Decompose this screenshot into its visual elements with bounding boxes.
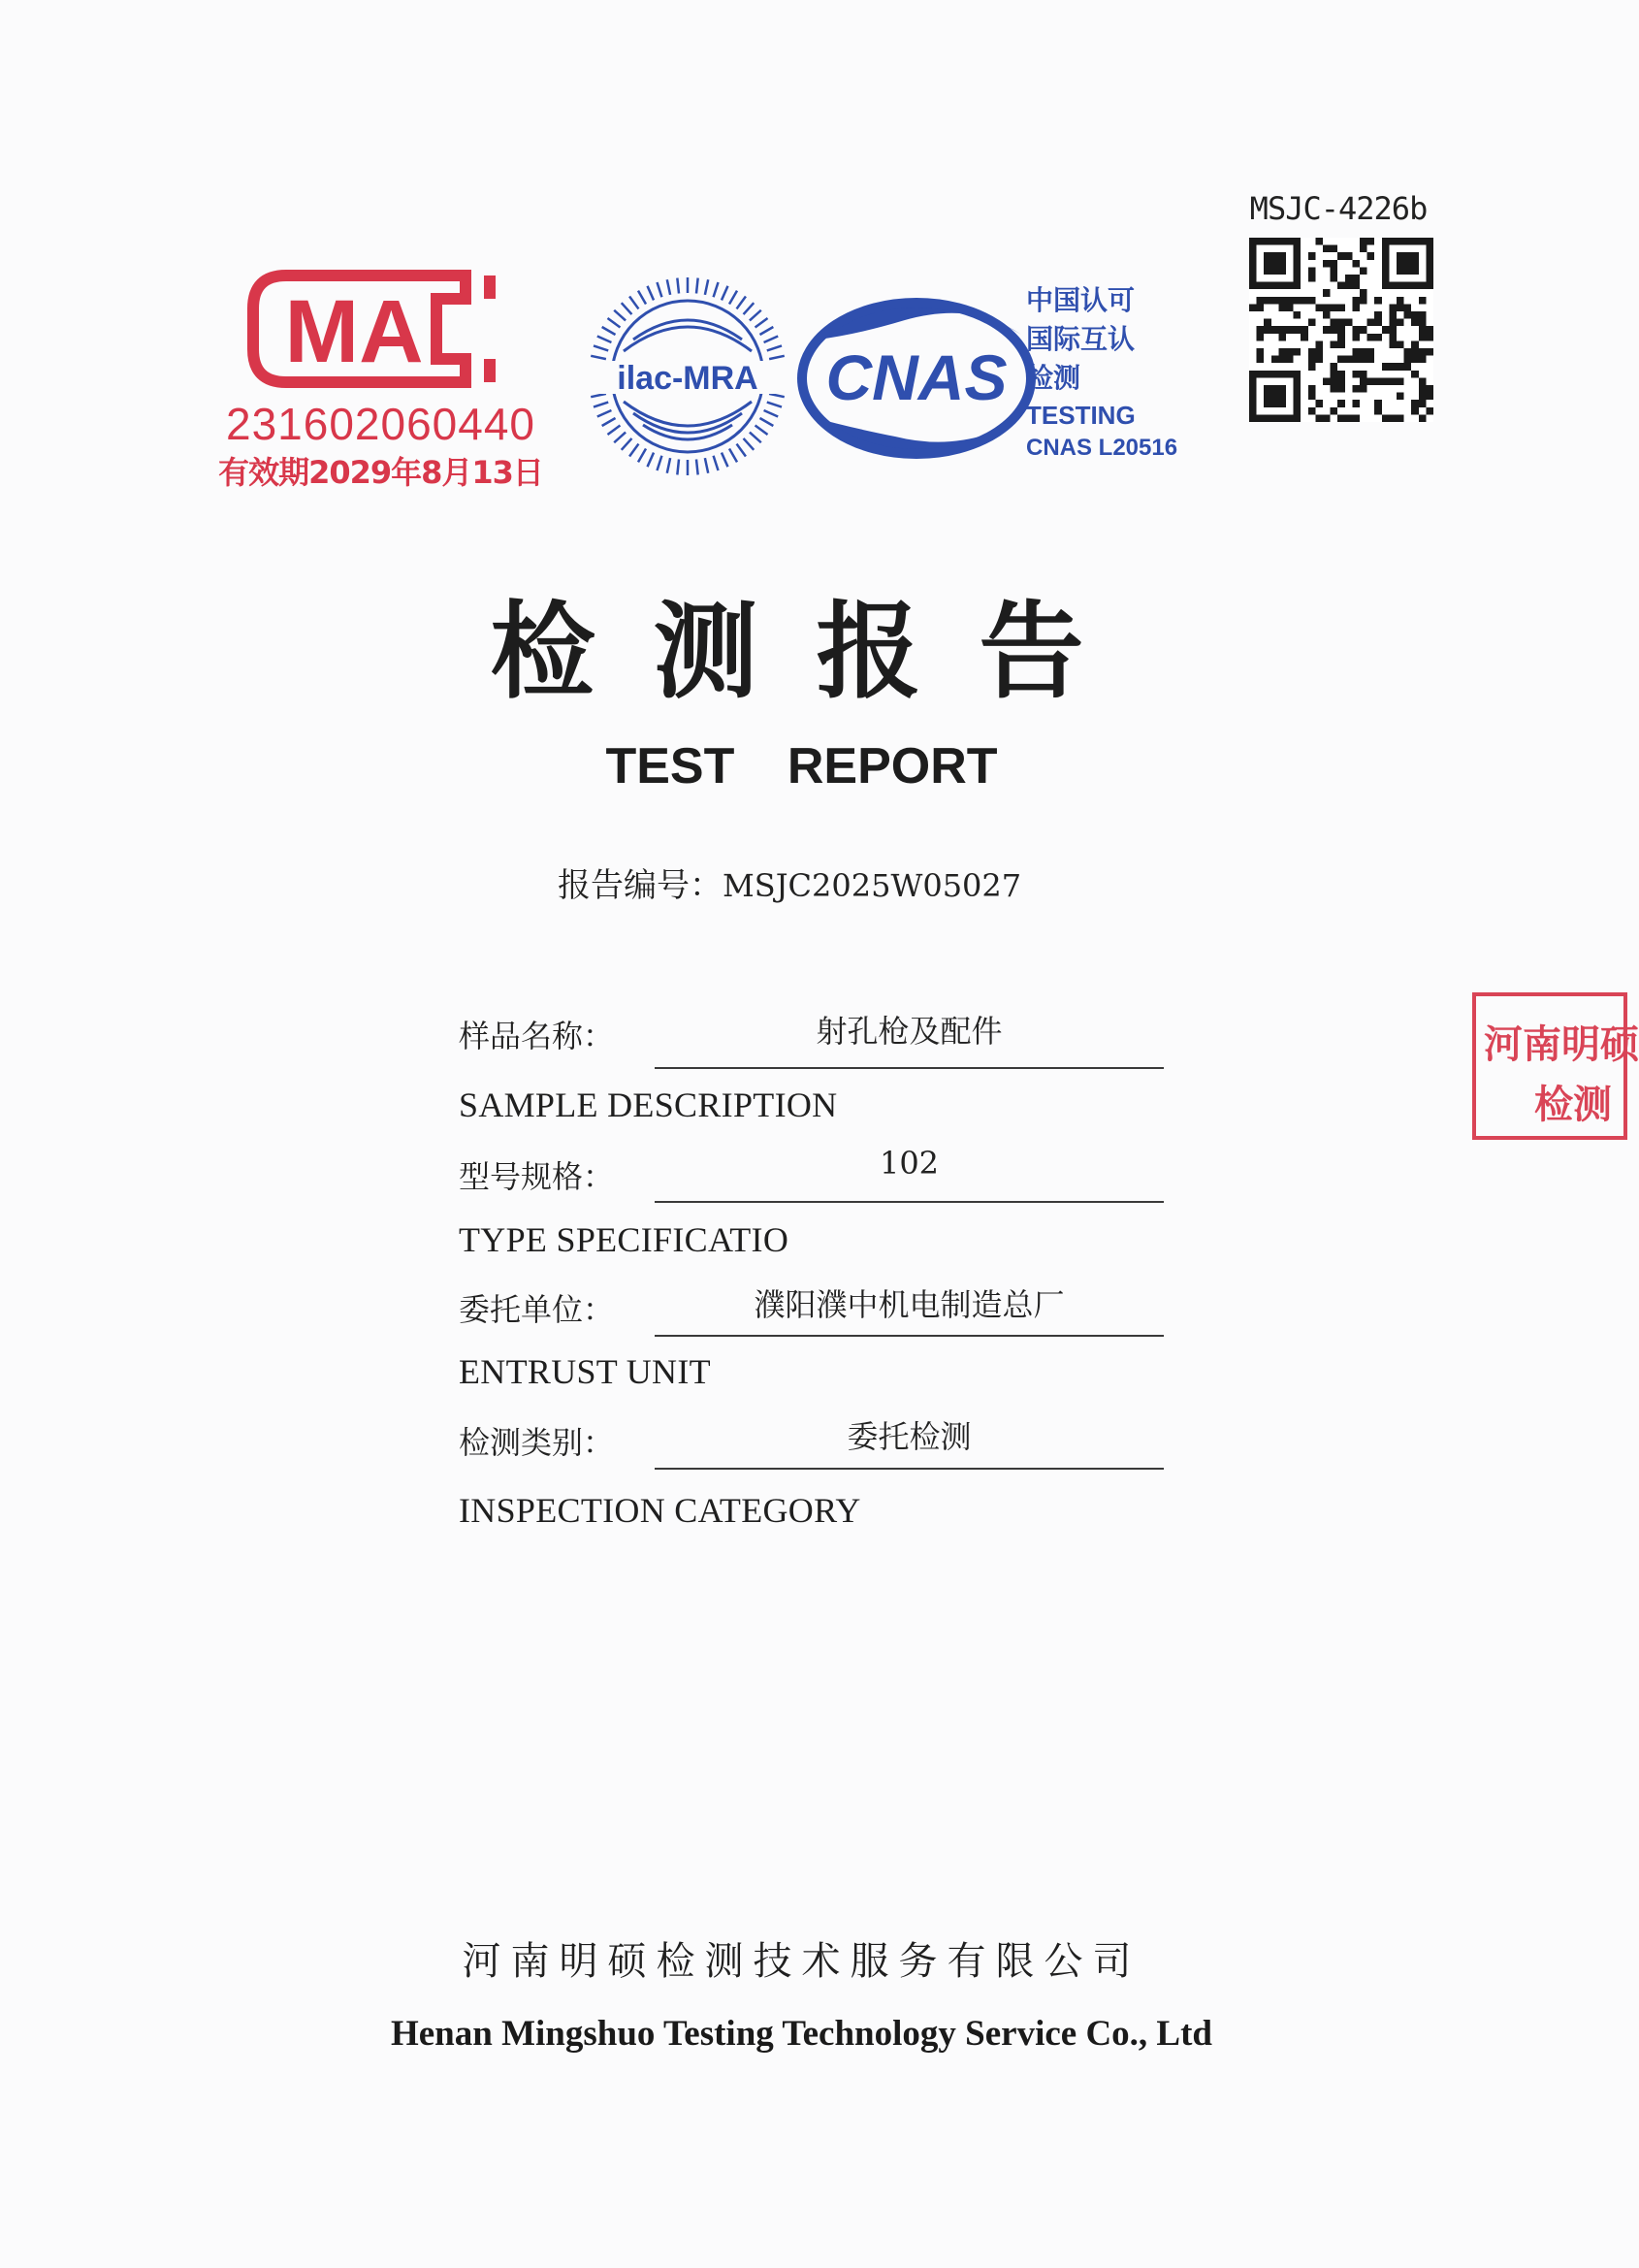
inspection-category-en-label: INSPECTION CATEGORY bbox=[459, 1491, 861, 1530]
inspection-category-label: 检测类别： bbox=[459, 1424, 615, 1461]
sample-name-underline bbox=[655, 1067, 1164, 1069]
company-seal-stamp bbox=[1472, 992, 1639, 1140]
type-spec-value: 102 bbox=[879, 1145, 940, 1182]
report-number bbox=[558, 859, 1021, 906]
type-spec-underline bbox=[655, 1201, 1164, 1203]
ilac-mra-text: ilac-MRA bbox=[617, 360, 758, 397]
entrust-unit-value: 濮阳濮中机电制造总厂 bbox=[754, 1286, 1065, 1323]
sample-name-value: 射孔枪及配件 bbox=[816, 1013, 1003, 1050]
cnas-accreditation-text bbox=[1026, 281, 1181, 464]
cma-logo bbox=[247, 270, 501, 388]
cma-logo-text: MA bbox=[284, 282, 424, 381]
cma-validity-date: 有效期2029年8月13日 bbox=[218, 454, 543, 491]
document-code: MSJC-4226b bbox=[1249, 190, 1428, 227]
entrust-unit-underline bbox=[655, 1335, 1164, 1337]
sample-name-label: 样品名称： bbox=[459, 1018, 615, 1054]
report-title: 检测报告 bbox=[490, 591, 1142, 713]
inspection-category-underline bbox=[655, 1468, 1164, 1470]
cnas-line-testing-en: TESTING bbox=[1026, 401, 1136, 430]
report-subtitle: TEST REPORT bbox=[605, 738, 998, 794]
entrust-unit-label: 委托单位： bbox=[459, 1291, 615, 1328]
ilac-mra-logo bbox=[585, 274, 790, 479]
cnas-line-testing-cn: 检测 bbox=[1026, 362, 1081, 394]
cnas-logo-text: CNAS bbox=[825, 341, 1008, 413]
entrust-unit-en-label: ENTRUST UNIT bbox=[459, 1352, 711, 1391]
cnas-logo bbox=[798, 281, 1036, 475]
sample-description-label: SAMPLE DESCRIPTION bbox=[459, 1085, 838, 1124]
report-number-label: 报告编号： bbox=[558, 866, 723, 905]
qr-code bbox=[1249, 238, 1433, 422]
type-spec-label: 型号规格： bbox=[459, 1158, 615, 1195]
report-number-value: MSJC2025W05027 bbox=[723, 867, 1022, 904]
inspection-category-value: 委托检测 bbox=[847, 1418, 972, 1455]
cnas-accreditation-number: CNAS L20516 bbox=[1026, 435, 1178, 461]
cma-certificate-number: 231602060440 bbox=[226, 399, 535, 449]
company-name-en: Henan Mingshuo Testing Technology Service Co., Ltd bbox=[390, 2014, 1213, 2054]
company-name-cn: 河南明硕检测技术服务有限公司 bbox=[462, 1939, 1141, 1984]
stamp-line-1: 河南明硕 bbox=[1484, 1022, 1639, 1067]
cnas-line-international-recognition: 国际互认 bbox=[1026, 323, 1136, 355]
cnas-line-china-accredited: 中国认可 bbox=[1026, 284, 1136, 316]
type-specification-label: TYPE SPECIFICATIO bbox=[459, 1220, 789, 1259]
stamp-line-2: 检测 bbox=[1534, 1083, 1612, 1127]
